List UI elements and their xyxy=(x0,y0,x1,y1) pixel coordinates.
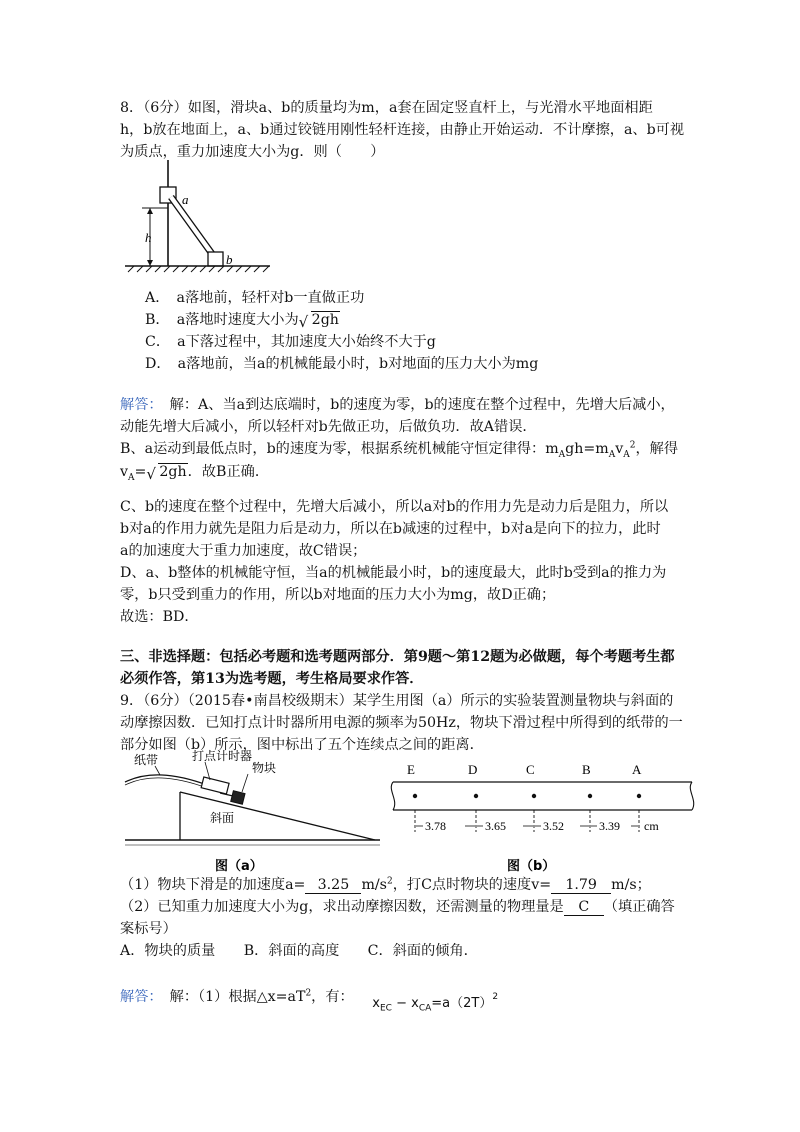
tape-distance-ed: 3.78 xyxy=(425,819,446,833)
q8-answer-line2: 动能先增大后减小，所以轻杆对b先做正功，后做负功．故A错误． xyxy=(120,419,537,435)
q8-stem-line3: 为质点，重力加速度大小为g．则（ ） xyxy=(120,144,385,160)
q9-subquestion-1: （1）物块下滑是的加速度a= 3.25 $m/s^2$，打C点时物块的速度v= 1.79 m/s； xyxy=(120,876,651,893)
q9-figure-b xyxy=(387,752,697,872)
sqrt-symbol: √ 2gh xyxy=(298,312,339,331)
tape-dot-d xyxy=(474,794,478,798)
q8-answer-line10: 故选：BD． xyxy=(120,609,199,625)
q8-answer-line8: D、a、b整体的机械能守恒，当a的机械能最小时，b的速度最大，此时b受到a的推力为 xyxy=(120,565,667,581)
q9-stem-line2: 动摩擦因数．已知打点计时器所用电源的频率为50Hz，物块下滑过程中所得到的纸带的一 xyxy=(120,715,683,731)
tape-distance-dc: 3.65 xyxy=(485,819,506,833)
q8-option-c: C． a下落过程中，其加速度大小始终不大于g xyxy=(145,334,436,350)
tape-unit: cm xyxy=(644,819,659,833)
q8-stem-line1: 8．（6分）如图，滑块a、b的质量均为m，a套在固定竖直杆上，与光滑水平地面相距 xyxy=(120,100,653,116)
q8-answer-line3: B、a运动到最低点时，b的速度为零，根据系统机械能守恒定律得：$m_Agh=m_Av_A^2$，解得 xyxy=(120,440,679,460)
tape-label-b: B xyxy=(582,762,591,777)
q9-stem-line3: 部分如图（b）所示，图中标出了五个连续点之间的距离． xyxy=(120,737,484,753)
fig-b-caption: 图（b） xyxy=(507,859,556,874)
section3-heading-line1: 三、非选择题：包括必考题和选考题两部分．第9题～第12题为必做题，每个考题考生都 xyxy=(120,649,675,665)
tape-label-c: C xyxy=(526,762,535,777)
q8-fig-label-a: a xyxy=(182,192,189,207)
tape-label-d: D xyxy=(468,762,478,777)
tape-points xyxy=(413,794,641,798)
q8-answer-line5: C、b的速度在整个过程中，先增大后减小，所以a对b的作用力先是动力后是阻力，所以 xyxy=(120,499,669,515)
fig-a-timer-label: 打点计时器 xyxy=(192,749,253,763)
fig-a-block-label: 物块 xyxy=(252,761,277,775)
tape-distance-cb: 3.52 xyxy=(543,819,564,833)
q8-option-d: D． a落地前，当a的机械能最小时，b对地面的压力大小为mg xyxy=(145,356,539,372)
answer-label: 解答： xyxy=(120,989,156,1005)
q8-figure xyxy=(120,160,280,285)
q8-answer-line1: 解答： 解：A、当a到达底端时，b的速度为零，b的速度在整个过程中，先增大后减小， xyxy=(120,397,675,413)
fig-a-slope-label: 斜面 xyxy=(210,811,235,825)
q8-answer-line7: a的加速度大于重力加速度，故C错误； xyxy=(120,543,367,559)
tape-dot-a xyxy=(637,794,641,798)
q9-choices: A．物块的质量 B．斜面的高度 C．斜面的倾角． xyxy=(120,943,478,959)
answer-blank-choice: C xyxy=(564,899,604,916)
q9-formula: $x_{EC} - x_{CA}=a(2T)^2$ xyxy=(372,991,499,1014)
tape-label-a: A xyxy=(632,762,642,777)
sqrt-symbol: √ 2gh xyxy=(146,464,187,483)
q8-fig-label-b: b xyxy=(226,252,233,267)
q8-stem-line2: h，b放在地面上，a、b通过铰链用刚性轻杆连接，由静止开始运动．不计摩擦，a、b可视 xyxy=(120,122,685,138)
answer-label: 解答： xyxy=(120,397,156,413)
q9-stem-line1: 9．（6分）（2015春•南昌校级期末）某学生用图（a）所示的实验装置测量物块与斜面的 xyxy=(120,693,674,709)
q8-answer-line6: b对a的作用力就先是阻力后是动力，所以在b减速的过程中，b对a是向下的拉力，此时 xyxy=(120,521,661,537)
q8-option-a: A． a落地前，轻杆对b一直做正功 xyxy=(145,290,365,306)
fig-a-tape-label: 纸带 xyxy=(134,753,159,767)
tape-distance-ba: 3.39 xyxy=(599,819,620,833)
q8-answer-line9: 零，b只受到重力的作用，所以b对地面的压力大小为mg，故D正确； xyxy=(120,587,556,603)
tape-label-e: E xyxy=(407,762,415,777)
tape-dot-e xyxy=(413,794,417,798)
tape-dot-c xyxy=(532,794,536,798)
section3-heading-line2: 必须作答，第13为选考题，考生格局要求作答． xyxy=(120,671,424,687)
q9-answer-line1: 解答： 解：（1）根据$\triangle x=aT^2$，有： $x_{EC} - x_{CA}=a(2T)^2$ xyxy=(120,988,499,1014)
q8-option-b: B． a落地时速度大小为 √ 2gh xyxy=(145,309,340,331)
q9-subquestion-2-cont: 案标号） xyxy=(120,921,177,937)
tape-dot-b xyxy=(588,794,592,798)
q8-fig-label-h: h xyxy=(145,230,152,245)
fig-a-caption: 图（a） xyxy=(215,859,263,874)
q8-answer-line4: $v_A=$ √ 2gh．故B正确． xyxy=(120,461,269,483)
answer-blank-v: 1.79 xyxy=(551,877,611,894)
q9-subquestion-2: （2）已知重力加速度大小为g，求出动摩擦因数，还需测量的物理量是 C （填正确答 xyxy=(120,899,675,915)
q9-figure-a xyxy=(120,749,390,874)
answer-blank-a: 3.25 xyxy=(305,877,361,894)
